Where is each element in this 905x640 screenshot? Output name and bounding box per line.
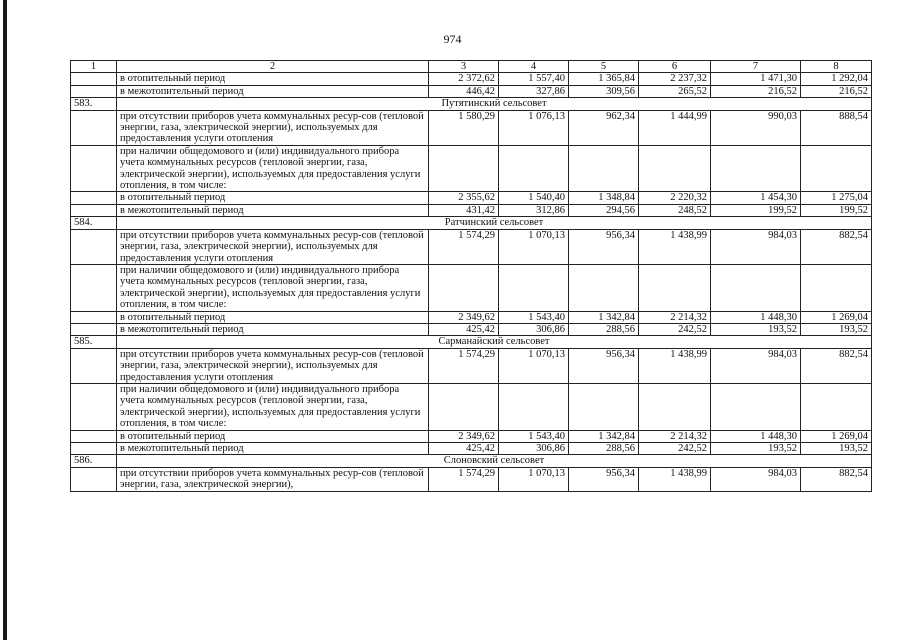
value-cell: 984,03 — [711, 229, 801, 264]
index-cell — [71, 383, 117, 430]
value-cell: 306,86 — [499, 323, 569, 335]
value-cell: 199,52 — [711, 204, 801, 216]
value-cell: 1 348,84 — [569, 192, 639, 204]
column-header: 8 — [801, 61, 872, 73]
row-label: в отопительный период — [117, 430, 429, 442]
value-cell: 2 372,62 — [429, 73, 499, 85]
index-cell — [71, 264, 117, 311]
value-cell: 1 574,29 — [429, 467, 499, 491]
column-header: 6 — [639, 61, 711, 73]
value-cell: 193,52 — [711, 323, 801, 335]
index-cell — [71, 73, 117, 85]
value-cell: 1 365,84 — [569, 73, 639, 85]
table-row — [71, 229, 872, 264]
value-cell: 984,03 — [711, 348, 801, 383]
column-header: 4 — [499, 61, 569, 73]
value-cell: 312,86 — [499, 204, 569, 216]
value-cell: 1 438,99 — [639, 467, 711, 491]
value-cell: 1 342,84 — [569, 311, 639, 323]
value-cell: 1 275,04 — [801, 192, 872, 204]
section-title: Путятинский сельсовет — [117, 98, 872, 110]
section-title: Сарманайский сельсовет — [117, 336, 872, 348]
value-cell: 1 454,30 — [711, 192, 801, 204]
value-cell: 1 557,40 — [499, 73, 569, 85]
row-label: в межотопительный период — [117, 204, 429, 216]
value-cell: 956,34 — [569, 467, 639, 491]
index-cell — [71, 85, 117, 97]
section-index: 584. — [71, 217, 117, 229]
value-cell — [429, 264, 499, 311]
row-label: в отопительный период — [117, 192, 429, 204]
value-cell — [711, 383, 801, 430]
value-cell: 956,34 — [569, 348, 639, 383]
value-cell: 248,52 — [639, 204, 711, 216]
page-number: 974 — [443, 32, 462, 46]
value-cell: 1 438,99 — [639, 229, 711, 264]
value-cell: 306,86 — [499, 443, 569, 455]
value-cell: 242,52 — [639, 323, 711, 335]
value-cell: 199,52 — [801, 204, 872, 216]
value-cell: 1 070,13 — [499, 229, 569, 264]
value-cell: 1 342,84 — [569, 430, 639, 442]
index-cell — [71, 204, 117, 216]
column-header: 3 — [429, 61, 499, 73]
table-row — [71, 192, 872, 204]
section-index: 585. — [71, 336, 117, 348]
value-cell: 288,56 — [569, 443, 639, 455]
row-label: в отопительный период — [117, 73, 429, 85]
value-cell: 2 214,32 — [639, 430, 711, 442]
value-cell: 1 269,04 — [801, 430, 872, 442]
index-cell — [71, 348, 117, 383]
table-row — [71, 145, 872, 192]
tariff-table — [70, 60, 872, 492]
value-cell: 431,42 — [429, 204, 499, 216]
table-row — [71, 467, 872, 491]
row-label: в отопительный период — [117, 311, 429, 323]
value-cell — [429, 383, 499, 430]
column-header: 5 — [569, 61, 639, 73]
table-row — [71, 110, 872, 145]
table-header-row — [71, 61, 872, 73]
value-cell: 1 574,29 — [429, 348, 499, 383]
value-cell — [499, 383, 569, 430]
table-row — [71, 443, 872, 455]
index-cell — [71, 145, 117, 192]
value-cell — [801, 145, 872, 192]
value-cell: 294,56 — [569, 204, 639, 216]
row-label: при отсутствии приборов учета коммунальных ресур-сов (тепловой энергии, газа, электрической энергии), — [117, 467, 429, 491]
value-cell: 882,54 — [801, 348, 872, 383]
value-cell: 1 076,13 — [499, 110, 569, 145]
value-cell: 882,54 — [801, 467, 872, 491]
value-cell: 327,86 — [499, 85, 569, 97]
section-title: Слоновский сельсовет — [117, 455, 872, 467]
value-cell: 193,52 — [801, 443, 872, 455]
index-cell — [71, 467, 117, 491]
value-cell: 1 269,04 — [801, 311, 872, 323]
value-cell: 984,03 — [711, 467, 801, 491]
value-cell: 1 070,13 — [499, 467, 569, 491]
index-cell — [71, 430, 117, 442]
value-cell: 1 448,30 — [711, 311, 801, 323]
value-cell — [711, 145, 801, 192]
value-cell — [711, 264, 801, 311]
value-cell: 2 349,62 — [429, 430, 499, 442]
value-cell: 2 220,32 — [639, 192, 711, 204]
value-cell: 193,52 — [711, 443, 801, 455]
table-row — [71, 430, 872, 442]
value-cell: 1 438,99 — [639, 348, 711, 383]
value-cell — [801, 383, 872, 430]
value-cell: 446,42 — [429, 85, 499, 97]
section-index: 586. — [71, 455, 117, 467]
value-cell: 1 543,40 — [499, 311, 569, 323]
section-row — [71, 336, 872, 348]
index-cell — [71, 311, 117, 323]
table-row — [71, 383, 872, 430]
column-header: 2 — [117, 61, 429, 73]
index-cell — [71, 443, 117, 455]
value-cell: 2 237,32 — [639, 73, 711, 85]
value-cell: 1 580,29 — [429, 110, 499, 145]
value-cell: 888,54 — [801, 110, 872, 145]
value-cell: 1 471,30 — [711, 73, 801, 85]
value-cell: 2 214,32 — [639, 311, 711, 323]
row-label: при наличии общедомового и (или) индивидуального прибора учета коммунальных ресурсов (тепловой энергии, газа, электрической энергии), используемых для предоставления услуги отопления, в том числе: — [117, 145, 429, 192]
value-cell: 1 574,29 — [429, 229, 499, 264]
value-cell — [499, 145, 569, 192]
row-label: в межотопительный период — [117, 85, 429, 97]
value-cell: 1 292,04 — [801, 73, 872, 85]
value-cell: 1 448,30 — [711, 430, 801, 442]
value-cell: 425,42 — [429, 443, 499, 455]
index-cell — [71, 229, 117, 264]
value-cell: 265,52 — [639, 85, 711, 97]
value-cell — [569, 145, 639, 192]
row-label: в межотопительный период — [117, 323, 429, 335]
value-cell — [639, 145, 711, 192]
table-row — [71, 311, 872, 323]
row-label: при наличии общедомового и (или) индивидуального прибора учета коммунальных ресурсов (тепловой энергии, газа, электрической энергии), используемых для предоставления услуги отопления, в том числе: — [117, 264, 429, 311]
value-cell — [569, 383, 639, 430]
column-header: 1 — [71, 61, 117, 73]
row-label: при наличии общедомового и (или) индивидуального прибора учета коммунальных ресурсов (тепловой энергии, газа, электрической энергии), используемых для предоставления услуги отопления, в том числе: — [117, 383, 429, 430]
table-row — [71, 73, 872, 85]
index-cell — [71, 110, 117, 145]
row-label: в межотопительный период — [117, 443, 429, 455]
table-row — [71, 204, 872, 216]
table-body — [71, 61, 872, 492]
section-row — [71, 217, 872, 229]
section-row — [71, 455, 872, 467]
value-cell — [639, 264, 711, 311]
value-cell: 242,52 — [639, 443, 711, 455]
value-cell: 882,54 — [801, 229, 872, 264]
value-cell: 990,03 — [711, 110, 801, 145]
value-cell: 216,52 — [801, 85, 872, 97]
section-index: 583. — [71, 98, 117, 110]
index-cell — [71, 323, 117, 335]
section-row — [71, 98, 872, 110]
column-header: 7 — [711, 61, 801, 73]
value-cell: 1 540,40 — [499, 192, 569, 204]
value-cell: 425,42 — [429, 323, 499, 335]
section-title: Ратчинский сельсовет — [117, 217, 872, 229]
value-cell — [499, 264, 569, 311]
value-cell: 2 355,62 — [429, 192, 499, 204]
value-cell: 2 349,62 — [429, 311, 499, 323]
value-cell: 193,52 — [801, 323, 872, 335]
value-cell: 288,56 — [569, 323, 639, 335]
table-row — [71, 348, 872, 383]
value-cell — [429, 145, 499, 192]
value-cell — [801, 264, 872, 311]
row-label: при отсутствии приборов учета коммунальных ресур-сов (тепловой энергии, газа, электрической энергии), используемых для предоставления услуги отопления — [117, 229, 429, 264]
table-row — [71, 85, 872, 97]
value-cell — [569, 264, 639, 311]
row-label: при отсутствии приборов учета коммунальных ресур-сов (тепловой энергии, газа, электрической энергии), используемых для предоставления услуги отопления — [117, 110, 429, 145]
value-cell: 962,34 — [569, 110, 639, 145]
table-row — [71, 264, 872, 311]
value-cell: 216,52 — [711, 85, 801, 97]
value-cell: 1 543,40 — [499, 430, 569, 442]
row-label: при отсутствии приборов учета коммунальных ресур-сов (тепловой энергии, газа, электрической энергии), используемых для предоставления услуги отопления — [117, 348, 429, 383]
value-cell: 1 444,99 — [639, 110, 711, 145]
value-cell: 309,56 — [569, 85, 639, 97]
scan-edge-line — [3, 0, 7, 640]
table-row — [71, 323, 872, 335]
index-cell — [71, 192, 117, 204]
value-cell — [639, 383, 711, 430]
value-cell: 1 070,13 — [499, 348, 569, 383]
value-cell: 956,34 — [569, 229, 639, 264]
